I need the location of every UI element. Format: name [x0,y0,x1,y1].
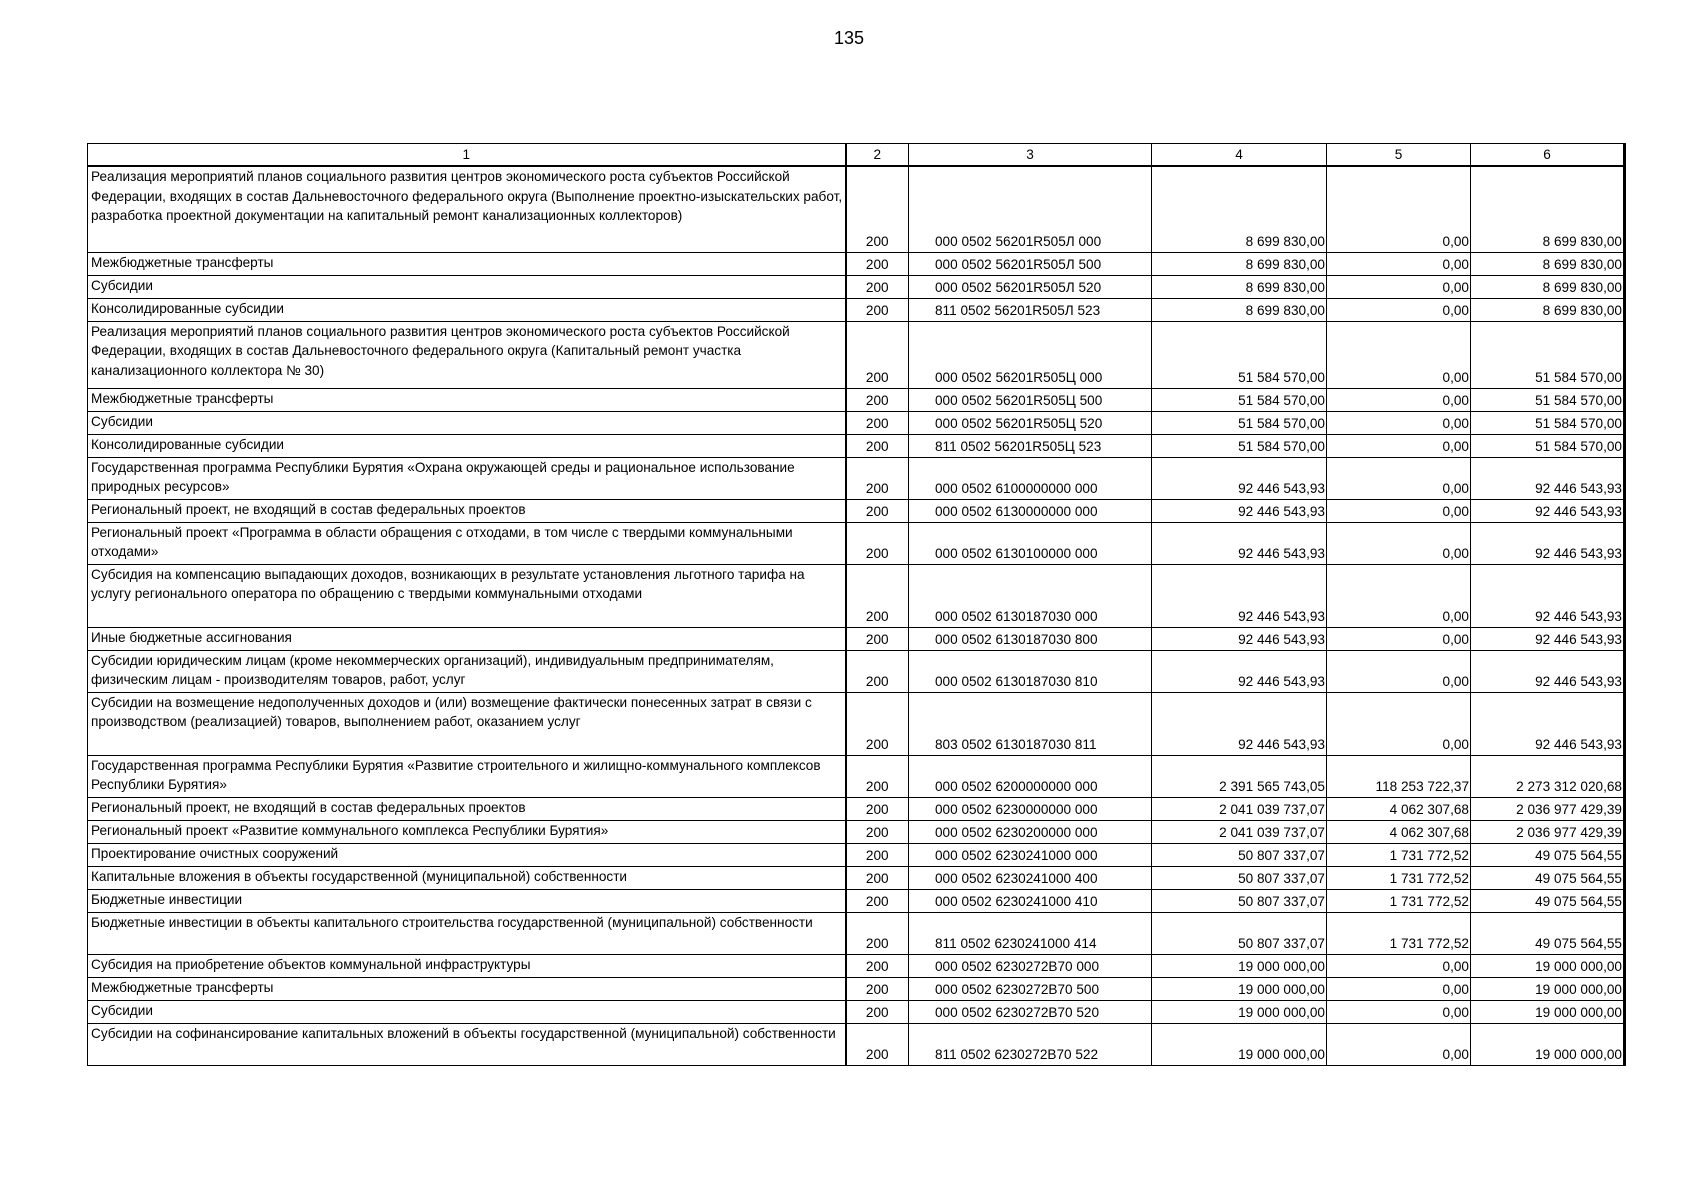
cell-amount-col6: 19 000 000,00 [1471,954,1625,977]
cell-name: Государственная программа Республики Бурятия «Охрана окружающей среды и рациональное использование природных ресурсов» [88,457,846,499]
cell-amount-col4: 2 041 039 737,07 [1152,797,1327,820]
cell-amount-col5: 0,00 [1327,977,1471,1000]
cell-code: 200 [846,388,909,411]
cell-classification: 000 0502 56201R505Ц 000 [909,321,1152,388]
table-row [88,627,1625,650]
cell-classification: 000 0502 6130100000 000 [909,522,1152,564]
table-row [88,912,1625,954]
header-col-1: 1 [88,144,846,167]
cell-amount-col4: 19 000 000,00 [1152,1023,1327,1065]
cell-name: Межбюджетные трансферты [88,252,846,275]
cell-classification: 811 0502 56201R505Л 523 [909,298,1152,321]
cell-amount-col6: 51 584 570,00 [1471,411,1625,434]
table-row [88,252,1625,275]
cell-name: Субсидии [88,275,846,298]
cell-amount-col6: 51 584 570,00 [1471,388,1625,411]
cell-code: 200 [846,522,909,564]
cell-code: 200 [846,843,909,866]
cell-code: 200 [846,627,909,650]
cell-amount-col5: 0,00 [1327,457,1471,499]
cell-name: Консолидированные субсидии [88,298,846,321]
cell-amount-col4: 50 807 337,07 [1152,912,1327,954]
cell-name: Межбюджетные трансферты [88,977,846,1000]
cell-code: 200 [846,564,909,627]
table-row [88,797,1625,820]
cell-code: 200 [846,797,909,820]
table-row [88,166,1625,252]
cell-amount-col4: 8 699 830,00 [1152,275,1327,298]
cell-code: 200 [846,275,909,298]
cell-amount-col4: 92 446 543,93 [1152,650,1327,692]
cell-classification: 000 0502 6230272B70 520 [909,1000,1152,1023]
cell-amount-col4: 92 446 543,93 [1152,499,1327,522]
cell-name: Межбюджетные трансферты [88,388,846,411]
cell-amount-col5: 1 731 772,52 [1327,866,1471,889]
cell-code: 200 [846,166,909,252]
cell-amount-col4: 92 446 543,93 [1152,627,1327,650]
cell-amount-col5: 0,00 [1327,650,1471,692]
table-row [88,954,1625,977]
table-row [88,411,1625,434]
cell-amount-col5: 118 253 722,37 [1327,755,1471,797]
cell-amount-col4: 19 000 000,00 [1152,1000,1327,1023]
cell-amount-col6: 92 446 543,93 [1471,499,1625,522]
cell-amount-col4: 8 699 830,00 [1152,298,1327,321]
table-row [88,820,1625,843]
cell-classification: 000 0502 6230000000 000 [909,797,1152,820]
cell-classification: 000 0502 56201R505Ц 500 [909,388,1152,411]
cell-name: Региональный проект «Развитие коммунального комплекса Республики Бурятия» [88,820,846,843]
table-row [88,388,1625,411]
table-header [88,144,1625,167]
cell-amount-col5: 0,00 [1327,388,1471,411]
cell-amount-col4: 50 807 337,07 [1152,889,1327,912]
cell-amount-col4: 51 584 570,00 [1152,411,1327,434]
cell-classification: 000 0502 56201R505Л 000 [909,166,1152,252]
cell-classification: 000 0502 56201R505Л 520 [909,275,1152,298]
cell-amount-col5: 0,00 [1327,627,1471,650]
table-body [88,166,1625,1065]
table-row [88,755,1625,797]
table-row [88,650,1625,692]
cell-amount-col5: 0,00 [1327,298,1471,321]
page-number: 135 [833,28,865,48]
cell-code: 200 [846,954,909,977]
cell-name: Бюджетные инвестиции [88,889,846,912]
cell-code: 200 [846,434,909,457]
cell-amount-col5: 0,00 [1327,692,1471,755]
cell-amount-col6: 92 446 543,93 [1471,457,1625,499]
cell-amount-col5: 4 062 307,68 [1327,797,1471,820]
cell-code: 200 [846,298,909,321]
cell-amount-col6: 8 699 830,00 [1471,166,1625,252]
cell-code: 200 [846,252,909,275]
table-row [88,1023,1625,1065]
cell-classification: 811 0502 6230272B70 522 [909,1023,1152,1065]
cell-amount-col6: 92 446 543,93 [1471,650,1625,692]
table-row [88,522,1625,564]
cell-name: Консолидированные субсидии [88,434,846,457]
cell-amount-col6: 51 584 570,00 [1471,321,1625,388]
cell-amount-col6: 19 000 000,00 [1471,1023,1625,1065]
cell-amount-col5: 0,00 [1327,275,1471,298]
cell-amount-col5: 0,00 [1327,1000,1471,1023]
cell-amount-col5: 0,00 [1327,166,1471,252]
cell-name: Реализация мероприятий планов социального развития центров экономического роста субъектов Российской Федерации, входящих в состав Дальневосточного федерального округа (Выполнение проектно-изыскательских работ, разработка проектной документации на капитальный ремонт канализационных коллекторов) [88,166,846,252]
cell-classification: 811 0502 56201R505Ц 523 [909,434,1152,457]
cell-name: Иные бюджетные ассигнования [88,627,846,650]
header-col-6: 6 [1471,144,1625,167]
header-col-4: 4 [1152,144,1327,167]
cell-classification: 000 0502 6230272B70 500 [909,977,1152,1000]
cell-amount-col5: 0,00 [1327,1023,1471,1065]
table-row [88,298,1625,321]
cell-amount-col5: 1 731 772,52 [1327,889,1471,912]
cell-name: Субсидии на софинансирование капитальных вложений в объекты государственной (муниципальной) собственности [88,1023,846,1065]
cell-code: 200 [846,889,909,912]
cell-name: Проектирование очистных сооружений [88,843,846,866]
cell-classification: 000 0502 6200000000 000 [909,755,1152,797]
cell-amount-col6: 8 699 830,00 [1471,298,1625,321]
cell-amount-col6: 51 584 570,00 [1471,434,1625,457]
cell-name: Субсидии юридическим лицам (кроме некоммерческих организаций), индивидуальным предпринимателям, физическим лицам - производителям товаров, работ, услуг [88,650,846,692]
cell-amount-col6: 92 446 543,93 [1471,564,1625,627]
table-row [88,1000,1625,1023]
cell-name: Реализация мероприятий планов социального развития центров экономического роста субъектов Российской Федерации, входящих в состав Дальневосточного федерального округа (Капитальный ремонт участка канализационного коллектора № 30) [88,321,846,388]
cell-amount-col6: 49 075 564,55 [1471,843,1625,866]
cell-name: Региональный проект «Программа в области обращения с отходами, в том числе с твердыми коммунальными отходами» [88,522,846,564]
table-row [88,321,1625,388]
cell-code: 200 [846,321,909,388]
cell-amount-col5: 0,00 [1327,522,1471,564]
cell-code: 200 [846,411,909,434]
cell-name: Бюджетные инвестиции в объекты капитального строительства государственной (муниципальной) собственности [88,912,846,954]
cell-classification: 000 0502 56201R505Л 500 [909,252,1152,275]
cell-amount-col5: 0,00 [1327,252,1471,275]
cell-code: 200 [846,650,909,692]
header-col-3: 3 [909,144,1152,167]
cell-amount-col4: 8 699 830,00 [1152,166,1327,252]
cell-amount-col6: 49 075 564,55 [1471,912,1625,954]
cell-amount-col6: 8 699 830,00 [1471,252,1625,275]
table-row [88,866,1625,889]
cell-code: 200 [846,866,909,889]
cell-amount-col4: 50 807 337,07 [1152,843,1327,866]
cell-name: Субсидия на приобретение объектов коммунальной инфраструктуры [88,954,846,977]
cell-name: Государственная программа Республики Бурятия «Развитие строительного и жилищно-коммунального комплексов Республики Бурятия» [88,755,846,797]
cell-amount-col6: 49 075 564,55 [1471,889,1625,912]
cell-amount-col6: 2 036 977 429,39 [1471,797,1625,820]
table-row [88,564,1625,627]
budget-table [87,143,1626,1066]
header-col-5: 5 [1327,144,1471,167]
cell-classification: 000 0502 6130187030 000 [909,564,1152,627]
cell-classification: 000 0502 6100000000 000 [909,457,1152,499]
cell-code: 200 [846,977,909,1000]
cell-classification: 000 0502 6230241000 000 [909,843,1152,866]
cell-amount-col4: 8 699 830,00 [1152,252,1327,275]
cell-amount-col5: 0,00 [1327,954,1471,977]
cell-code: 200 [846,755,909,797]
table-row [88,889,1625,912]
cell-name: Субсидия на компенсацию выпадающих доходов, возникающих в результате установления льготного тарифа на услугу регионального оператора по обращению с твердыми коммунальными отходами [88,564,846,627]
cell-name: Субсидии [88,1000,846,1023]
cell-amount-col5: 1 731 772,52 [1327,912,1471,954]
cell-amount-col4: 51 584 570,00 [1152,434,1327,457]
cell-amount-col4: 50 807 337,07 [1152,866,1327,889]
cell-classification: 803 0502 6130187030 811 [909,692,1152,755]
cell-amount-col6: 92 446 543,93 [1471,692,1625,755]
table-row [88,499,1625,522]
cell-classification: 000 0502 6130187030 800 [909,627,1152,650]
cell-amount-col6: 92 446 543,93 [1471,522,1625,564]
cell-name: Региональный проект, не входящий в состав федеральных проектов [88,797,846,820]
cell-amount-col5: 0,00 [1327,411,1471,434]
cell-amount-col5: 1 731 772,52 [1327,843,1471,866]
cell-name: Региональный проект, не входящий в состав федеральных проектов [88,499,846,522]
table-row [88,692,1625,755]
cell-classification: 000 0502 6130187030 810 [909,650,1152,692]
cell-name: Субсидии [88,411,846,434]
cell-amount-col6: 2 036 977 429,39 [1471,820,1625,843]
cell-code: 200 [846,499,909,522]
cell-amount-col4: 92 446 543,93 [1152,522,1327,564]
cell-amount-col5: 4 062 307,68 [1327,820,1471,843]
cell-amount-col5: 0,00 [1327,564,1471,627]
cell-amount-col4: 92 446 543,93 [1152,692,1327,755]
cell-amount-col6: 49 075 564,55 [1471,866,1625,889]
cell-amount-col4: 51 584 570,00 [1152,321,1327,388]
header-col-2: 2 [846,144,909,167]
cell-code: 200 [846,692,909,755]
cell-amount-col4: 19 000 000,00 [1152,954,1327,977]
cell-amount-col4: 2 041 039 737,07 [1152,820,1327,843]
cell-classification: 000 0502 6130000000 000 [909,499,1152,522]
cell-classification: 000 0502 6230241000 400 [909,866,1152,889]
table-row [88,457,1625,499]
cell-name: Капитальные вложения в объекты государственной (муниципальной) собственности [88,866,846,889]
cell-amount-col4: 51 584 570,00 [1152,388,1327,411]
cell-amount-col5: 0,00 [1327,499,1471,522]
cell-classification: 000 0502 6230272B70 000 [909,954,1152,977]
cell-amount-col6: 19 000 000,00 [1471,977,1625,1000]
cell-classification: 000 0502 6230241000 410 [909,889,1152,912]
cell-amount-col4: 92 446 543,93 [1152,457,1327,499]
cell-amount-col6: 92 446 543,93 [1471,627,1625,650]
cell-classification: 000 0502 6230200000 000 [909,820,1152,843]
table-row [88,275,1625,298]
cell-code: 200 [846,1023,909,1065]
table-row [88,434,1625,457]
table-row [88,977,1625,1000]
cell-amount-col6: 8 699 830,00 [1471,275,1625,298]
cell-code: 200 [846,912,909,954]
cell-amount-col4: 92 446 543,93 [1152,564,1327,627]
cell-classification: 811 0502 6230241000 414 [909,912,1152,954]
cell-classification: 000 0502 56201R505Ц 520 [909,411,1152,434]
cell-amount-col5: 0,00 [1327,321,1471,388]
cell-amount-col6: 2 273 312 020,68 [1471,755,1625,797]
cell-amount-col6: 19 000 000,00 [1471,1000,1625,1023]
cell-name: Субсидии на возмещение недополученных доходов и (или) возмещение фактически понесенных затрат в связи с производством (реализацией) товаров, выполнением работ, оказанием услуг [88,692,846,755]
table-row [88,843,1625,866]
cell-amount-col4: 2 391 565 743,05 [1152,755,1327,797]
cell-code: 200 [846,1000,909,1023]
cell-code: 200 [846,457,909,499]
header-row [88,144,1625,167]
cell-amount-col5: 0,00 [1327,434,1471,457]
cell-code: 200 [846,820,909,843]
cell-amount-col4: 19 000 000,00 [1152,977,1327,1000]
